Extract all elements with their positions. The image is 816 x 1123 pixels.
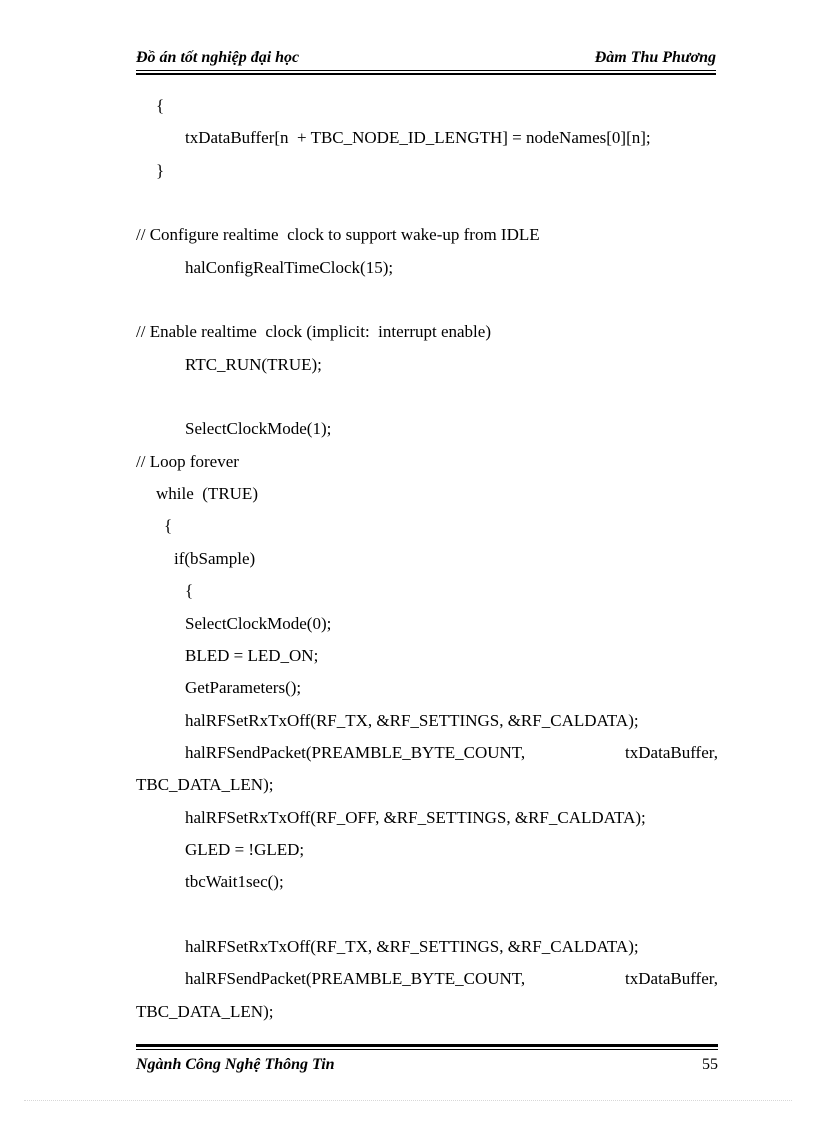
code-line: halRFSetRxTxOff(RF_OFF, &RF_SETTINGS, &RF_CALDATA); [185, 807, 646, 827]
code-line-continuation: TBC_DATA_LEN); [136, 1001, 274, 1021]
footer-rule [136, 1049, 718, 1050]
code-line: halRFSetRxTxOff(RF_TX, &RF_SETTINGS, &RF_CALDATA); [185, 936, 639, 956]
page-header [136, 46, 716, 72]
code-line: BLED = LED_ON; [185, 645, 319, 665]
code-line: { [185, 581, 194, 601]
code-line: halConfigRealTimeClock(15); [185, 257, 394, 277]
code-line: { [164, 516, 173, 536]
code-line-part: txDataBuffer, [625, 742, 718, 762]
code-line: { [156, 96, 165, 115]
code-line: RTC_RUN(TRUE); [185, 354, 322, 374]
code-comment: // Configure realtime clock to support wake-up from IDLE [136, 225, 540, 245]
code-line: tbcWait1sec(); [185, 872, 284, 892]
code-comment: // Loop forever [136, 451, 239, 471]
code-line: } [156, 160, 165, 180]
code-line-part: halRFSendPacket(PREAMBLE_BYTE_COUNT, [185, 742, 526, 762]
page-edge-divider [24, 1100, 792, 1101]
code-line: GLED = !GLED; [185, 839, 305, 859]
code-line: if(bSample) [174, 548, 256, 568]
footer-rule-thick [136, 1044, 718, 1047]
code-line-justified [136, 737, 718, 769]
code-line-part: txDataBuffer, [625, 969, 718, 989]
footer-department: Ngành Công Nghệ Thông Tin [136, 1056, 335, 1073]
code-line: halRFSetRxTxOff(RF_TX, &RF_SETTINGS, &RF_CALDATA); [185, 710, 639, 730]
header-rule-thick [136, 73, 716, 75]
code-line-continuation: TBC_DATA_LEN); [136, 775, 274, 795]
header-author-name: Đàm Thu Phương [594, 49, 716, 66]
page-number: 55 [702, 1056, 718, 1073]
code-line-justified [136, 963, 718, 995]
code-line: GetParameters(); [185, 678, 302, 698]
code-line-blank [136, 899, 718, 931]
code-line-blank [136, 187, 718, 219]
code-line: txDataBuffer[n + TBC_NODE_ID_LENGTH] = nodeNames[0][n]; [185, 128, 651, 148]
code-line: SelectClockMode(1); [185, 419, 332, 439]
header-document-title: Đồ án tốt nghiệp đại học [136, 49, 300, 66]
code-line-blank [136, 381, 718, 413]
code-line: while (TRUE) [156, 484, 258, 504]
code-listing [136, 90, 718, 1028]
code-line: SelectClockMode(0); [185, 613, 332, 633]
code-comment: // Enable realtime clock (implicit: interrupt enable) [136, 322, 491, 342]
code-line-part: halRFSendPacket(PREAMBLE_BYTE_COUNT, [185, 969, 526, 989]
code-line-blank [136, 284, 718, 316]
header-rule [136, 70, 716, 71]
